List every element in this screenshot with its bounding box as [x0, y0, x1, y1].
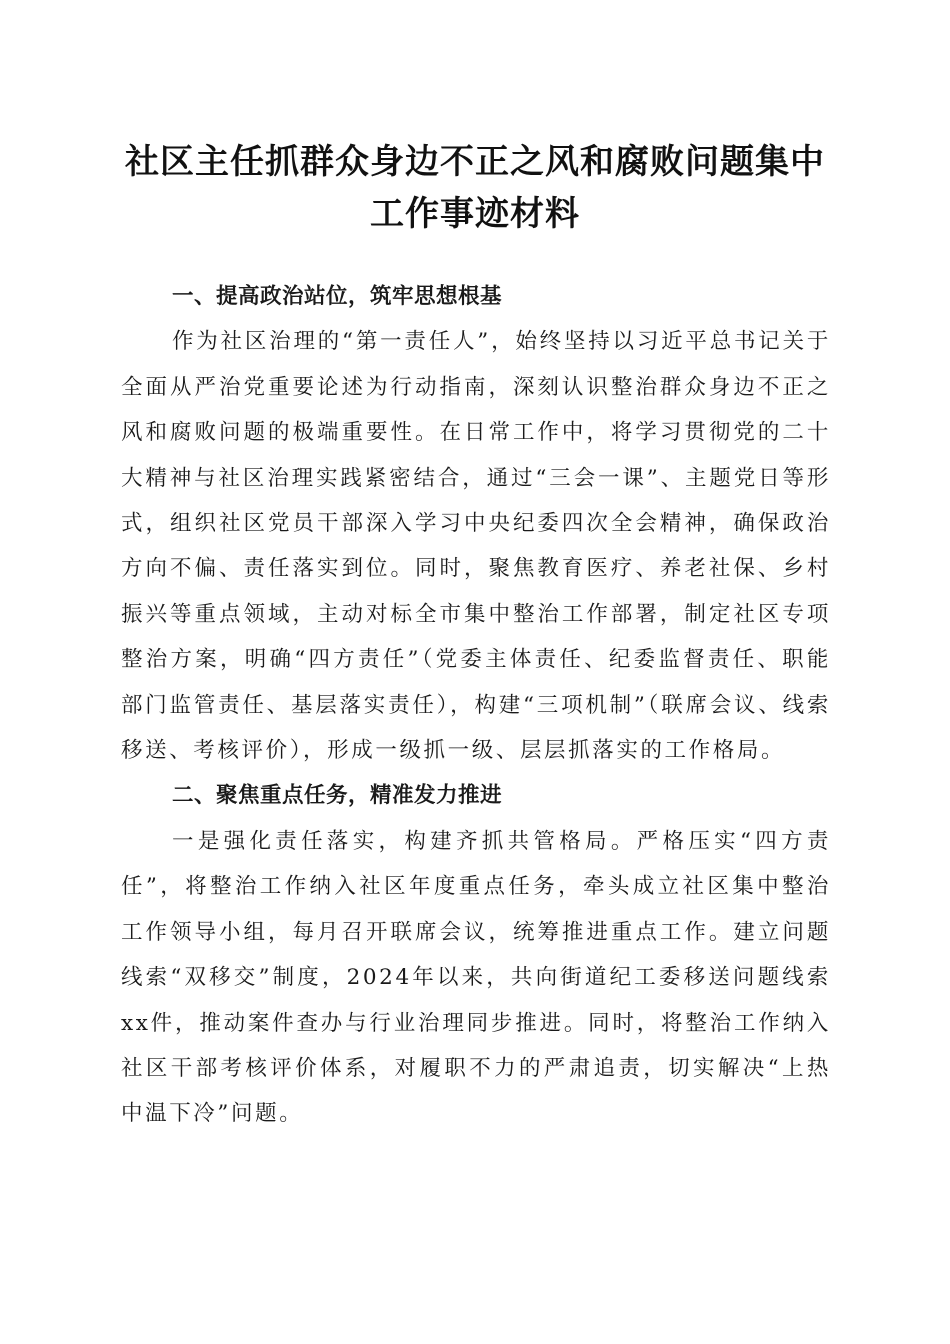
section-heading-2: 二、聚焦重点任务，精准发力推进: [172, 783, 503, 809]
title-line-2: 工作事迹材料: [370, 194, 580, 234]
section-heading-1: 一、提高政治站位，筑牢思想根基: [172, 284, 503, 309]
section-1-paragraph: 作为社区治理的“第一责任人”，始终坚持以习近平总书记关于全面从严治党重要论述为行动指南，深刻认识整治群众身边不正之风和腐败问题的极端重要性。在日常工作中，将学习贯彻党的二十大精神与社区治理实践紧密结合，通过“三会一课”、主题党日等形式，组织社区党员干部深入学习中央纪委四次全会精神，确保政治方向不偏、责任落实到位。同时，聚焦教育医疗、养老社保、乡村振兴等重点领域，主动对标全市集中整治工作部署，制定社区专项整治方案，明确“四方责任”（党委主体责任、纪委监督责任、职能部门监管责任、基层落实责任），构建“三项机制”（联席会议、线索移送、考核评价），形成一级抓一级、层层抓落实的工作格局。: [121, 329, 831, 764]
document-body: [121, 274, 831, 1137]
page-title: [100, 136, 850, 240]
section-2-paragraph: 一是强化责任落实，构建齐抓共管格局。严格压实“四方责任”，将整治工作纳入社区年度重点任务，牵头成立社区集中整治工作领导小组，每月召开联席会议，统筹推进重点工作。建立问题线索“双移交”制度，2024年以来，共向街道纪工委移送问题线索xx件，推动案件查办与行业治理同步推进。同时，将整治工作纳入社区干部考核评价体系，对履职不力的严肃追责，切实解决“上热中温下冷”问题。: [121, 828, 831, 1127]
title-line-1: 社区主任抓群众身边不正之风和腐败问题集中: [125, 142, 825, 182]
